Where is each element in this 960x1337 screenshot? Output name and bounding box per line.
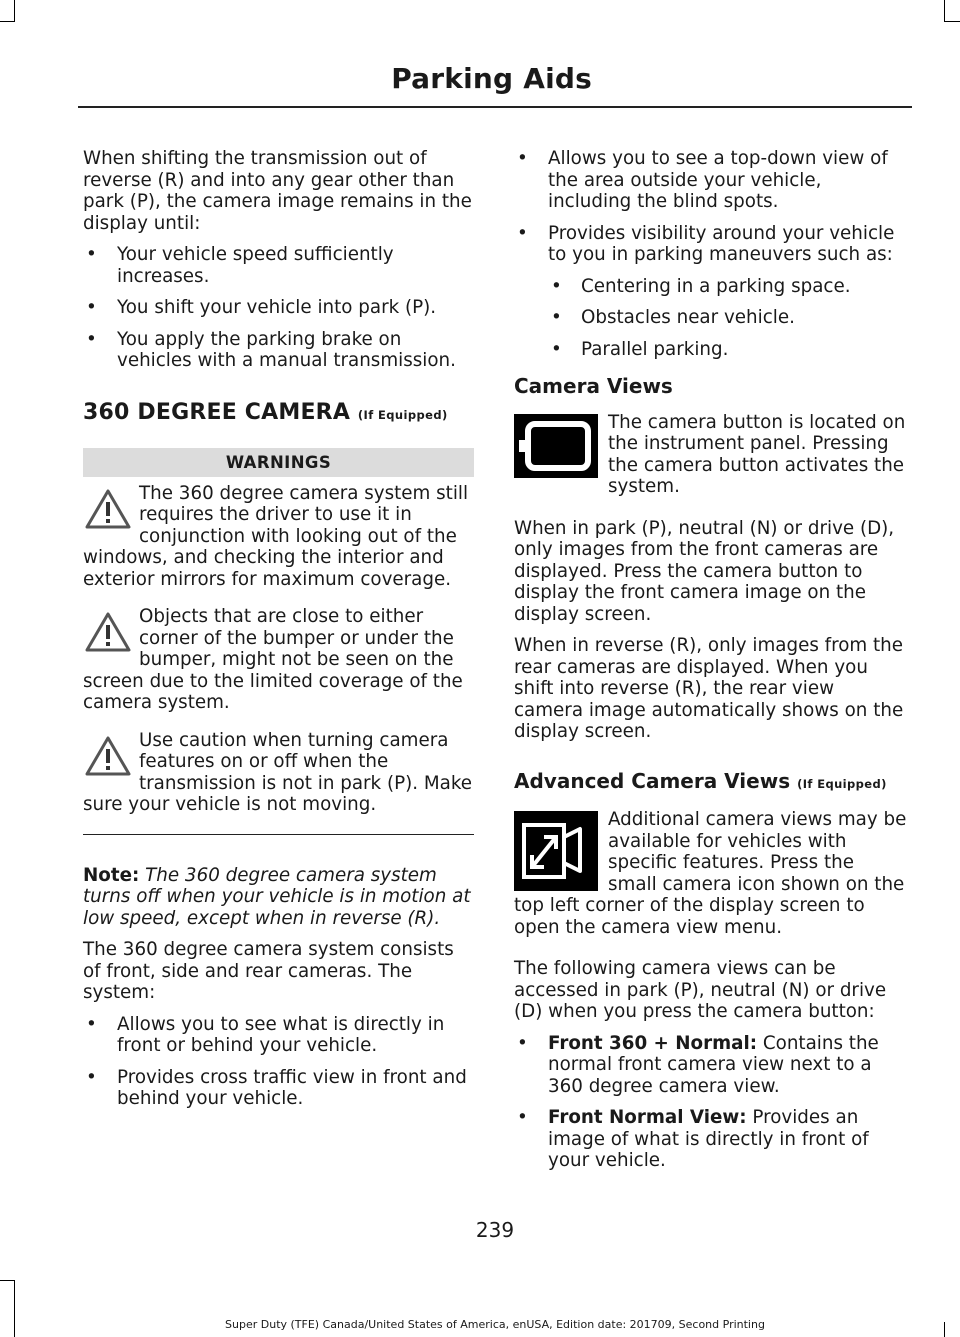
list-item: • Provides cross traffic view in front and behind your vehicle. — [83, 1067, 474, 1110]
crop-mark — [14, 0, 15, 22]
view-text: Provides an image of what is directly in front of your vehicle. — [548, 1107, 869, 1171]
reverse-paragraph: When in reverse (R), only images from the rear cameras are displayed. When you shift into reverse (R), the rear view camera image automatically shows on the display screen. — [514, 635, 904, 742]
warning-triangle-icon — [83, 734, 133, 778]
crop-mark — [944, 21, 960, 22]
screen-icon — [514, 414, 598, 478]
note-label: Note: — [83, 864, 140, 886]
section-heading — [83, 399, 474, 427]
page-number: 239 — [475, 1218, 515, 1242]
list-item: • Your vehicle speed sufficiently increases. — [83, 244, 474, 287]
warning-item — [83, 730, 474, 835]
camera-view-switch-icon — [514, 811, 598, 891]
system-intro: The 360 degree camera system consists of front, side and rear cameras. The system: — [83, 939, 454, 1003]
note-paragraph — [83, 865, 474, 930]
view-item — [514, 1107, 907, 1172]
warning-item — [83, 483, 474, 591]
camera-views-heading: Camera Views — [514, 374, 673, 398]
advanced-title: Advanced Camera Views — [514, 768, 791, 793]
warning-text: Use caution when turning camera features on or off when the transmission is not in park (P). Make sure your vehicle is not moving. — [83, 729, 473, 815]
list-item: • Allows you to see what is directly in front or behind your vehicle. — [83, 1014, 474, 1057]
warning-triangle-icon — [83, 487, 133, 531]
section-title: 360 DEGREE CAMERA — [83, 399, 351, 425]
section-suffix: (If Equipped) — [357, 407, 448, 422]
advanced-text: Additional camera views may be available for vehicles with specific features. Press the small camera icon shown on the top left corner of the display screen to open the camera view menu. — [514, 809, 907, 938]
header-rule — [78, 106, 912, 108]
intro-paragraph: When shifting the transmission out of reverse (R) and into any gear other than park (P), the camera image remains in the display until: — [83, 148, 472, 234]
advanced-camera-views-heading — [514, 768, 907, 796]
camera-switch-icon — [514, 811, 598, 891]
view-item — [514, 1033, 907, 1098]
warnings-header: WARNINGS — [83, 448, 474, 477]
left-column — [83, 148, 474, 1120]
camera-button-paragraph — [514, 412, 907, 498]
note-text: The 360 degree camera system turns off when your vehicle is in motion at low speed, except when in reverse (R). — [83, 864, 471, 929]
camera-button-icon — [514, 414, 598, 478]
park-paragraph: When in park (P), neutral (N) or drive (D), only images from the front cameras are displayed. Press the camera button to display the front camera image on the display screen. — [514, 517, 895, 625]
crop-mark — [944, 0, 945, 22]
view-label: Front 360 + Normal: — [548, 1032, 758, 1054]
list-item: • Allows you to see a top-down view of the area outside your vehicle, including the blind spots. — [514, 148, 907, 213]
list-item: • Provides visibility around your vehicle to you in parking maneuvers such as: — [514, 223, 907, 266]
page-header-title: Parking Aids — [391, 62, 592, 95]
footer-text: Super Duty (TFE) Canada/United States of America, enUSA, Edition date: 201709, Second Printing — [225, 1318, 765, 1331]
warning-text: The 360 degree camera system still requires the driver to use it in conjunction with looking out of the windows, and checking the interior and exterior mirrors for maximum coverage. — [83, 482, 469, 590]
sub-list-item: • Parallel parking. — [514, 339, 907, 361]
crop-mark — [0, 21, 15, 22]
advanced-paragraph — [514, 809, 907, 938]
crop-mark — [0, 1280, 15, 1281]
sub-list-item: • Centering in a parking space. — [514, 276, 907, 298]
camera-button-text: The camera button is located on the instrument panel. Pressing the camera button activates the system. — [608, 411, 906, 497]
warning-item — [83, 606, 474, 714]
view-label: Front Normal View: — [548, 1107, 747, 1128]
following-paragraph: The following camera views can be accessed in park (P), neutral (N) or drive (D) when you press the camera button: — [514, 958, 887, 1022]
list-item: • You apply the parking brake on vehicles with a manual transmission. — [83, 329, 474, 372]
warning-text: Objects that are close to either corner of the bumper or under the bumper, might not be seen on the screen due to the limited coverage of the camera system. — [83, 606, 463, 713]
sub-list-item: • Obstacles near vehicle. — [514, 307, 907, 329]
view-text: Contains the normal front camera view next to a 360 degree camera view. — [548, 1032, 879, 1097]
advanced-suffix: (If Equipped) — [797, 776, 887, 791]
right-column — [514, 148, 907, 1182]
list-item: • You shift your vehicle into park (P). — [83, 297, 474, 319]
warning-triangle-icon — [83, 610, 133, 654]
